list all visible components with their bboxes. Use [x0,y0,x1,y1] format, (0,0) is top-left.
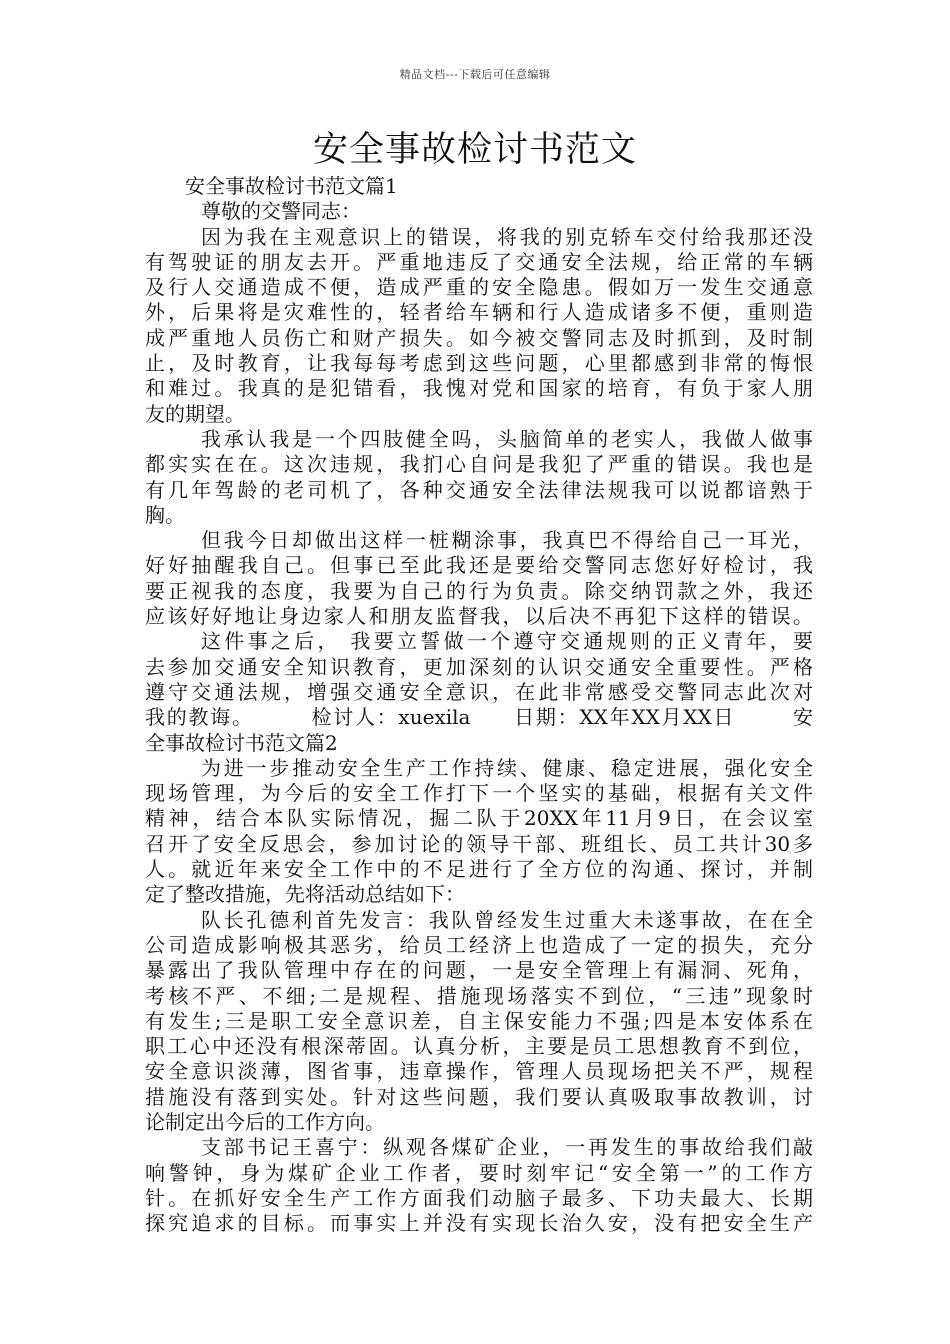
paragraph-7-line: 针。在抓好安全生产工作方面我们动脑子最多、下功夫最大、长期 [145,1185,813,1210]
paragraph-3-line: 好好抽醒我自己。但事已至此我还是要给交警同志您好好检讨，我 [145,553,813,578]
closing-text: 我的教诲。 [145,705,254,730]
document-body [145,174,813,1236]
section-heading-1: 安全事故检讨书范文篇1 [185,174,398,198]
header-note: 精品文档---下载后可任意编辑 [399,68,551,81]
paragraph-7-line: 响警钟，身为煤矿企业工作者，要时刻牢记“安全第一”的工作方 [145,1160,813,1185]
paragraph-3-line: 应该好好地让身边家人和朋友监督我，以后决不再犯下这样的错误。 [145,604,813,629]
paragraph-5-line: 人。就近年来安全工作中的不足进行了全方位的沟通、探讨，并制 [145,857,813,882]
paragraph-6-line: 公司造成影响极其恶劣，给员工经济上也造成了一定的损失，充分 [145,932,813,957]
paragraph-3-line: 但我今日却做出这样一桩糊涂事，我真巴不得给自己一耳光， [201,528,813,553]
paragraph-5-line: 定了整改措施，先将活动总结如下： [145,882,465,907]
paragraph-5-line: 现场管理，为今后的安全工作打下一个坚实的基础，根据有关文件 [145,781,813,806]
paragraph-4-line: 去参加交通安全知识教育，更加深刻的认识交通安全重要性。严格 [145,654,813,679]
signer: 检讨人：xuexila [309,705,471,730]
date: 日期：XX年XX月XX日 [512,705,736,730]
paragraph-1-line: 有驾驶证的朋友去开。严重地违反了交通安全法规，给正常的车辆 [145,249,813,274]
closing-line [145,705,813,730]
paragraph-5-line: 精神，结合本队实际情况，掘二队于20XX年11月9日，在会议室 [145,806,813,831]
paragraph-5-line: 召开了安全反思会，参加讨论的领导干部、班组长、员工共计30多 [145,831,813,856]
paragraph-2-line: 都实实在在。这次违规，我扪心自问是我犯了严重的错误。我也是 [145,452,813,477]
paragraph-5-line: 为进一步推动安全生产工作持续、健康、稳定进展，强化安全 [201,755,813,780]
paragraph-6-line: 有发生;三是职工安全意识差，自主保安能力不强;四是本安体系在 [145,1008,813,1033]
paragraph-1-line: 成严重地人员伤亡和财产损失。如今被交警同志及时抓到，及时制 [145,325,813,350]
paragraph-7-line: 支部书记王喜宁：纵观各煤矿企业，一再发生的事故给我们敲 [201,1135,813,1160]
paragraph-1-line: 及行人交通造成不便，造成严重的安全隐患。假如万一发生交通意 [145,275,813,300]
paragraph-1-line: 止，及时教育，让我每每考虑到这些问题，心里都感到非常的悔恨 [145,351,813,376]
paragraph-2-line: 胸。 [145,502,185,527]
paragraph-4-line: 遵守交通法规，增强交通安全意识，在此非常感受交警同志此次对 [145,679,813,704]
paragraph-1-line: 外，后果将是灾难性的，轻者给车辆和行人造成诸多不便，重则造 [145,300,813,325]
paragraph-6-line: 暴露出了我队管理中存在的问题，一是安全管理上有漏洞、死角， [145,958,813,983]
paragraph-6-line: 安全意识淡薄，图省事，违章操作，管理人员现场把关不严，规程 [145,1059,813,1084]
section-heading-2: 全事故检讨书范文篇2 [145,730,338,755]
section-heading-2-start: 安 [791,705,814,730]
paragraph-3-line: 要正视我的态度，我要为自己的行为负责。除交纳罚款之外，我还 [145,578,813,603]
paragraph-6-line: 队长孔德利首先发言：我队曾经发生过重大未遂事故，在在全 [201,907,813,932]
paragraph-6-line: 论制定出今后的工作方向。 [145,1109,385,1134]
paragraph-2-line: 有几年驾龄的老司机了，各种交通安全法律法规我可以说都谙熟于 [145,477,813,502]
paragraph-1-line: 和难过。我真的是犯错看，我愧对党和国家的培育，有负于家人朋 [145,376,813,401]
paragraph-2-line: 我承认我是一个四肢健全吗，头脑简单的老实人，我做人做事 [201,426,813,451]
paragraph-1-line: 友的期望。 [145,401,245,426]
paragraph-7-line: 探究追求的目标。而事实上并没有实现长治久安，没有把安全生产 [145,1211,813,1236]
paragraph-6-line: 考核不严、不细;二是规程、措施现场落实不到位，“三违”现象时 [145,983,813,1008]
paragraph-6-line: 措施没有落到实处。针对这些问题，我们要认真吸取事故教训，讨 [145,1084,813,1109]
paragraph-1-line: 因为我在主观意识上的错误，将我的别克轿车交付给我那还没 [201,224,813,249]
salutation: 尊敬的交警同志： [201,199,361,224]
document-title: 安全事故检讨书范文 [312,130,637,170]
paragraph-6-line: 职工心中还没有根深蒂固。认真分析，主要是员工思想教育不到位， [145,1034,813,1059]
paragraph-4-line: 这件事之后， 我要立誓做一个遵守交通规则的正义青年，要 [201,629,813,654]
